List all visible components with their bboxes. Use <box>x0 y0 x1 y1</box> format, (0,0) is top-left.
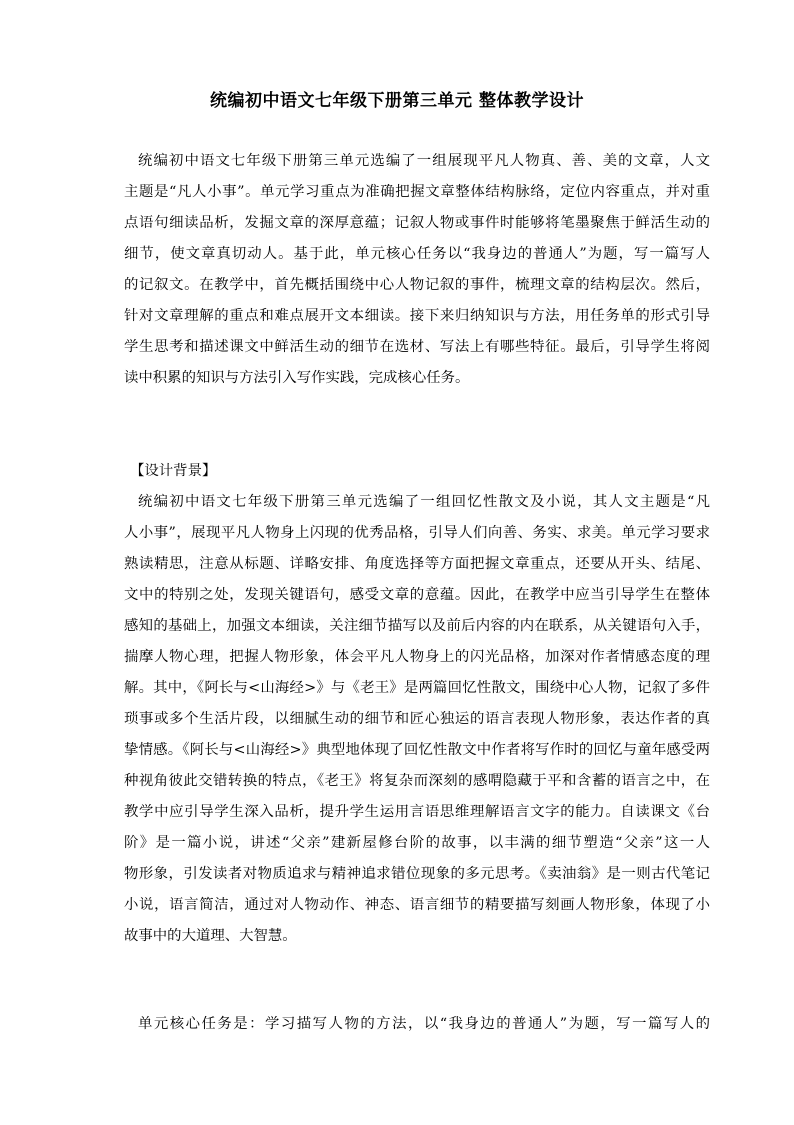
core-task-paragraph <box>124 1009 710 1040</box>
paragraph-line: 揣摩人物心理，把握人物形象，体会平凡人物身上的闪光品格，加深对作者情感态度的理 <box>124 649 710 665</box>
paragraph-line: 读中积累的知识与方法引入写作实践，完成核心任务。 <box>124 370 470 386</box>
paragraph-line: 熟读精思，注意从标题、详略安排、角度选择等方面把握文章重点，还要从开头、结尾、 <box>124 556 710 572</box>
paragraph-line: 感知的基础上，加强文本细读，关注细节描写以及前后内容的内在联系，从关键语句入手， <box>124 618 710 634</box>
paragraph-line: 琐事或多个生活片段，以细腻生动的细节和匠心独运的语言表现人物形象，表达作者的真 <box>124 711 710 727</box>
paragraph-line: 的记叙文。在教学中，首先概括围绕中心人物记叙的事件，梳理文章的结构层次。然后， <box>124 277 710 293</box>
paragraph-line: 文中的特别之处，发现关键语句，感受文章的意蕴。因此，在教学中应当引导学生在整体 <box>124 587 710 603</box>
paragraph-line: 人小事”，展现平凡人物身上闪现的优秀品格，引导人们向善、务实、求美。单元学习要求 <box>124 525 710 541</box>
paragraph-line: 统编初中语文七年级下册第三单元选编了一组展现平凡人物真、善、美的文章，人文 <box>138 153 710 169</box>
document-title: 统编初中语文七年级下册第三单元 整体教学设计 <box>210 91 584 111</box>
paragraph-line: 挚情感。《阿长与<山海经>》典型地体现了回忆性散文中作者将写作时的回忆与童年感受两 <box>124 742 710 758</box>
paragraph-line: 故事中的大道理、大智慧。 <box>124 928 297 944</box>
paragraph-line: 解。其中，《阿长与<山海经>》与《老王》是两篇回忆性散文，围绕中心人物，记叙了多件 <box>124 680 710 696</box>
paragraph-line: 主题是“凡人小事”。单元学习重点为准确把握文章整体结构脉络，定位内容重点，并对重 <box>124 184 710 200</box>
paragraph-line: 点语句细读品析，发掘文章的深厚意蕴；记叙人物或事件时能够将笔墨聚焦于鲜活生动的 <box>124 215 710 231</box>
section-heading: 【设计背景】 <box>130 463 217 479</box>
paragraph-line: 教学中应引导学生深入品析，提升学生运用言语思维理解语言文字的能力。自读课文《台 <box>124 804 710 820</box>
paragraph-line: 统编初中语文七年级下册第三单元选编了一组回忆性散文及小说，其人文主题是“凡 <box>138 494 710 510</box>
paragraph-line: 阶》是一篇小说，讲述“父亲”建新屋修台阶的故事，以丰满的细节塑造“父亲”这一人 <box>124 835 710 851</box>
paragraph-line: 物形象，引发读者对物质追求与精神追求错位现象的多元思考。《卖油翁》是一则古代笔记 <box>124 866 710 882</box>
paragraph-line: 单元核心任务是：学习描写人物的方法，以“我身边的普通人”为题，写一篇写人的 <box>138 1016 710 1032</box>
paragraph-line: 细节，使文章真切动人。基于此，单元核心任务以“我身边的普通人”为题，写一篇写人 <box>124 246 710 262</box>
paragraph-line: 种视角彼此交错转换的特点，《老王》将复杂而深刻的感喟隐藏于平和含蓄的语言之中，在 <box>124 773 710 789</box>
paragraph-line: 针对文章理解的重点和难点展开文本细读。接下来归纳知识与方法，用任务单的形式引导 <box>124 308 710 324</box>
intro-paragraph <box>124 146 710 394</box>
background-paragraph <box>124 487 710 952</box>
paragraph-line: 小说，语言简洁，通过对人物动作、神态、语言细节的精要描写刻画人物形象，体现了小 <box>124 897 710 913</box>
paragraph-line: 学生思考和描述课文中鲜活生动的细节在选材、写法上有哪些特征。最后，引导学生将阅 <box>124 339 710 355</box>
